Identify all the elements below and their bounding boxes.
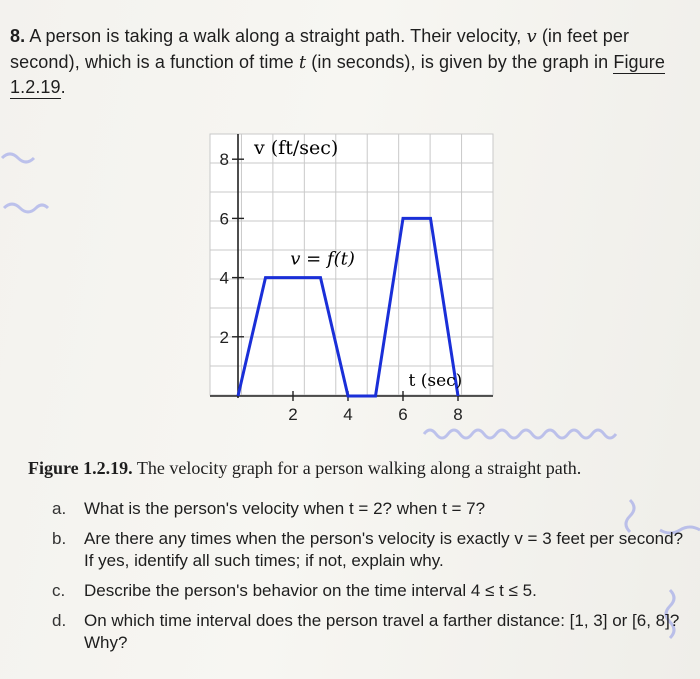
problem-number: 8. (10, 26, 26, 46)
question-item (44, 528, 684, 572)
question-letter: c. (52, 581, 66, 600)
question-letter: b. (52, 529, 67, 548)
y-tick-label: 2 (219, 327, 229, 347)
variable-t: t (298, 51, 307, 73)
caption-text: The velocity graph for a person walking along a straight path. (136, 458, 582, 478)
problem-text-4: . (60, 77, 66, 97)
question-list (44, 498, 684, 662)
question-item (44, 580, 684, 602)
question-text: Are there any times when the person's velocity is exactly v = 3 feet per second? If yes, identify all such times; if not, explain why. (84, 529, 684, 570)
variable-v: v (526, 26, 537, 47)
question-text: On which time interval does the person travel a farther distance: [1, 3] or [6, 8]? Why? (84, 611, 680, 652)
problem-statement (10, 24, 680, 100)
velocity-graph-svg (200, 120, 520, 440)
question-item (44, 498, 684, 520)
y-tick-label: 8 (219, 150, 229, 170)
figure-reference-link[interactable]: Figure 1.2.19 (10, 51, 665, 97)
question-item (44, 610, 684, 654)
y-tick-label: 4 (219, 268, 229, 288)
question-letter: a. (52, 499, 67, 518)
x-tick-label: 8 (453, 405, 463, 424)
y-tick-label: 6 (219, 209, 229, 229)
x-tick-label: 4 (343, 405, 353, 424)
x-axis-label: t (sec) (408, 371, 463, 391)
y-axis-label: v (ft/sec) (254, 137, 339, 159)
figure-caption (28, 458, 688, 479)
problem-text-3: (in seconds), is given by the graph in (306, 51, 614, 72)
x-tick-label: 2 (288, 405, 298, 424)
problem-text-1: A person is taking a walk along a straight path. Their velocity, (29, 26, 527, 46)
velocity-graph (200, 120, 520, 440)
question-text: Describe the person's behavior on the time interval 4 ≤ t ≤ 5. (84, 581, 537, 600)
function-label: v = f(t) (290, 248, 355, 270)
question-letter: d. (52, 611, 67, 630)
problem-text-2: (in feet per second), which is a function of time (10, 26, 630, 72)
x-tick-label: 6 (398, 405, 408, 424)
caption-label: Figure 1.2.19. (28, 458, 133, 478)
margin-scribble-left (0, 148, 50, 248)
question-text: What is the person's velocity when t = 2? when t = 7? (84, 499, 486, 518)
